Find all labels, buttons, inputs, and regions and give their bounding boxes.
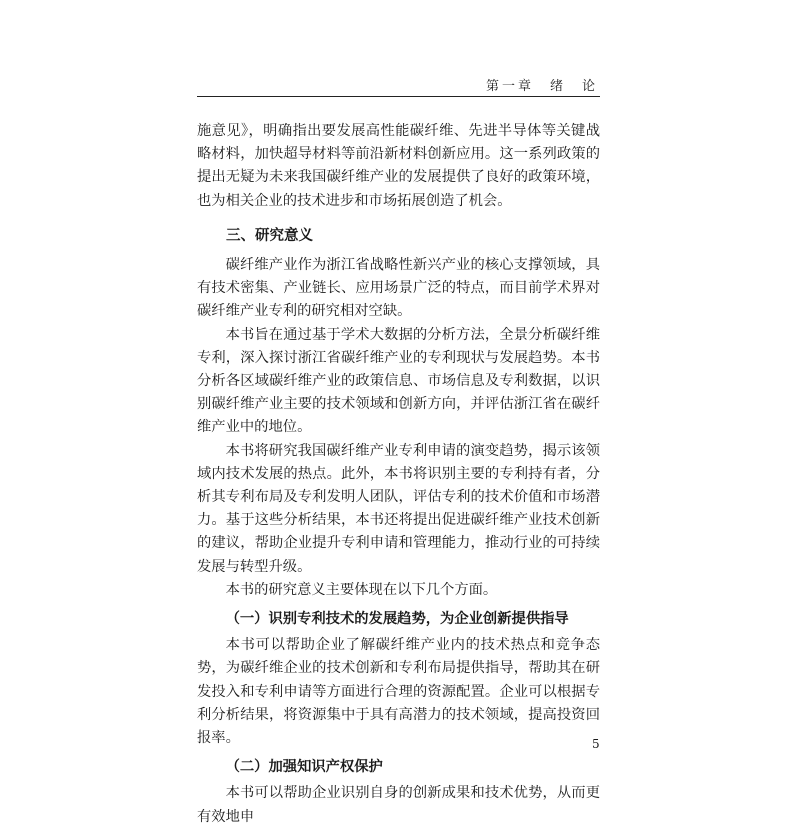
paragraph: 本书将研究我国碳纤维产业专利申请的演变趋势，揭示该领域内技术发展的热点。此外，本书将识别主要的专利持有者，分析其专利布局及专利发明人团队，评估专利的技术价值和市场潜力。基于这些分析结果，本书还将提出促进碳纤维产业技术创新的建议，帮助企业提升专利申请和管理能力，推动行业的可持续发展与转型升级。 bbox=[197, 442, 600, 575]
subsection-heading: （一）识别专利技术的发展趋势，为企业创新提供指导 bbox=[225, 611, 569, 628]
paragraph: 本书可以帮助企业识别自身的创新成果和技术优势，从而更有效地申 bbox=[197, 785, 600, 825]
page-number: 5 bbox=[592, 737, 600, 751]
paragraph: 本书旨在通过基于学术大数据的分析方法，全景分析碳纤维专利，深入探讨浙江省碳纤维产业的专利现状与发展趋势。本书分析各区域碳纤维产业的政策信息、市场信息及专利数据，以识别碳纤维产业主要的技术领域和创新方向，并评估浙江省在碳纤维产业中的地位。 bbox=[197, 326, 600, 436]
header-rule bbox=[197, 96, 600, 97]
continued-paragraph: 施意见》，明确指出要发展高性能碳纤维、先进半导体等关键战略材料，加快超导材料等前沿新材料创新应用。这一系列政策的提出无疑为未来我国碳纤维产业的发展提供了良好的政策环境，也为相关企业的技术进步和市场拓展创造了机会。 bbox=[197, 123, 600, 209]
running-header-chapter: 第一章 绪 论 bbox=[485, 79, 598, 94]
body-text bbox=[197, 120, 600, 829]
paragraph: 本书可以帮助企业了解碳纤维产业内的技术热点和竞争态势，为碳纤维企业的技术创新和专利布局提供指导，帮助其在研发投入和专利申请等方面进行合理的资源配置。企业可以根据专利分析结果，将资源集中于具有高潜力的技术领域，提高投资回报率。 bbox=[197, 637, 600, 747]
section-heading: 三、研究意义 bbox=[226, 227, 313, 244]
paragraph: 碳纤维产业作为浙江省战略性新兴产业的核心支撑领域，具有技术密集、产业链长、应用场景广泛的特点，而目前学术界对碳纤维产业专利的研究相对空缺。 bbox=[197, 257, 600, 320]
paragraph: 本书的研究意义主要体现在以下几个方面。 bbox=[225, 581, 498, 598]
subsection-heading: （二）加强知识产权保护 bbox=[225, 759, 383, 776]
